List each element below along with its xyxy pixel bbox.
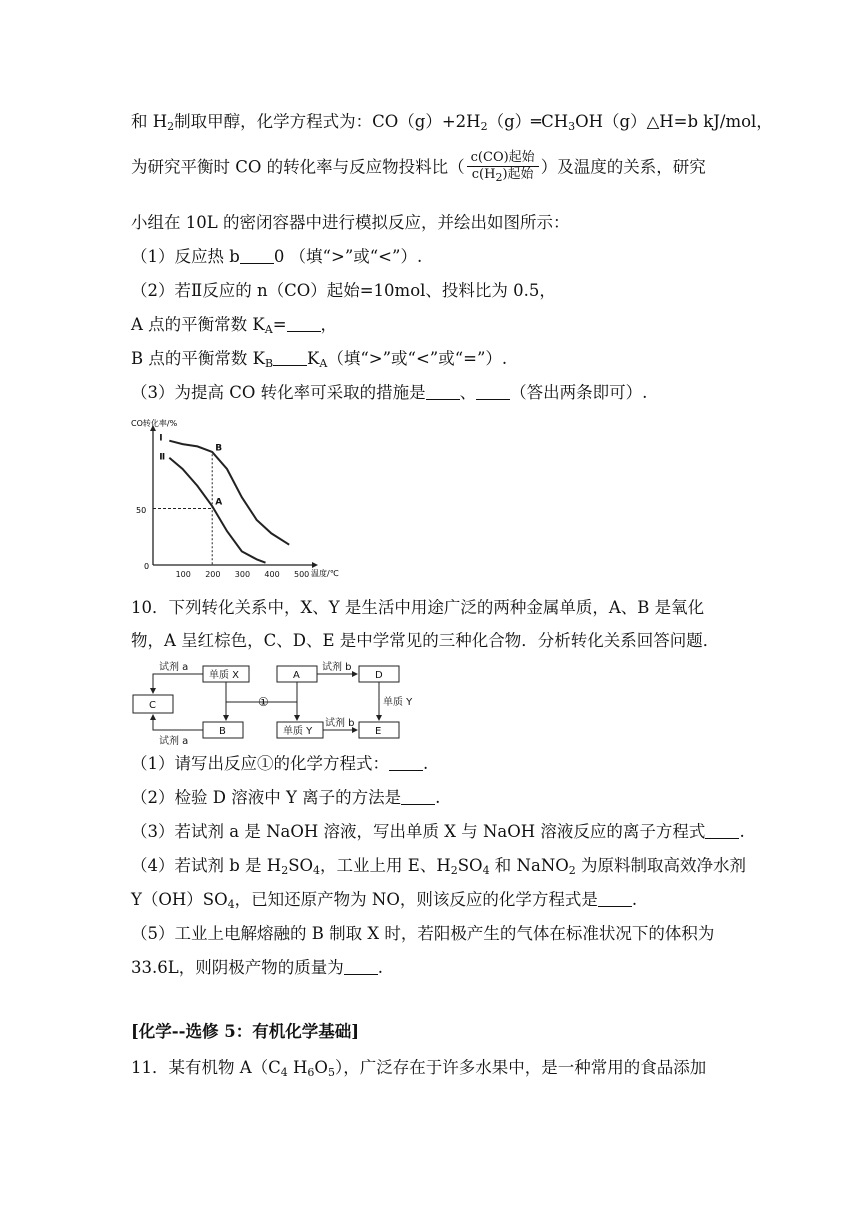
x-tick-label: 400 bbox=[264, 570, 280, 579]
x-tick-label: 200 bbox=[205, 570, 221, 579]
answer-blank[interactable] bbox=[401, 790, 435, 805]
transformation-diagram bbox=[131, 660, 421, 748]
reagent-b-top: 试剂 b bbox=[322, 662, 352, 673]
x-tick-label: 500 bbox=[294, 570, 310, 579]
answer-blank[interactable] bbox=[344, 960, 378, 975]
q10-part-4-line-2: $Y(OH)SO_4$，已知还原产物为 NO，则该反应的化学方程式是 . bbox=[131, 890, 638, 911]
reaction-1-label: ① bbox=[258, 695, 269, 709]
answer-blank[interactable] bbox=[598, 892, 632, 907]
q10-line-2: 物，A 呈红棕色，C、D、E 是中学常见的三种化合物．分析转化关系回答问题． bbox=[131, 631, 720, 650]
q10-part-3: （3）若试剂 a 是 NaOH 溶液，写出单质 X 与 NaOH 溶液反应的离子方程式 . bbox=[131, 822, 745, 841]
answer-blank[interactable] bbox=[287, 317, 321, 332]
y-tick-50: 50 bbox=[136, 506, 147, 515]
box-b-label: B bbox=[219, 726, 226, 737]
q9-line-7: B 点的平衡常数 $K_B$ $K_A$（填“>”或“<”或“=”）. bbox=[131, 349, 508, 370]
q10-line-1: 10．下列转化关系中，X、Y 是生活中用途广泛的两种金属单质，A、B 是氧化 bbox=[131, 598, 705, 617]
series-label-2: Ⅱ bbox=[159, 452, 166, 463]
answer-blank[interactable] bbox=[426, 385, 460, 400]
x-tick-label: 300 bbox=[234, 570, 251, 579]
box-a-label: A bbox=[293, 670, 300, 681]
feed-ratio-fraction: $\frac{\text{c(CO)起始}}{c(H_2)起始}$ bbox=[467, 150, 539, 186]
arrow-b-to-c bbox=[153, 715, 203, 730]
box-element-x-label: 单质 X bbox=[209, 670, 240, 681]
q10-part-4-line-1: （4）若试剂 b 是 $H_2SO_4$，工业上用 E、$H_2SO_4$ 和 NaNO$_2$ 为原料制取高效净水剂 bbox=[131, 856, 747, 877]
q9-line-1: 和 $H_2$制取甲醇，化学方程式为：$CO(g)+2H_2(g)═CH_3OH(g)\triangle H=b$ kJ/mol， bbox=[131, 112, 773, 133]
answer-blank[interactable] bbox=[705, 824, 739, 839]
answer-blank[interactable] bbox=[273, 351, 307, 366]
series-line-1 bbox=[169, 441, 289, 545]
q9-line-8: （3）为提高 CO 转化率可采取的措施是 、 （答出两条即可）. bbox=[131, 383, 648, 402]
q10-part-1: （1）请写出反应①的化学方程式： . bbox=[131, 754, 429, 773]
q9-line-4: （1）反应热 b 0 （填“>”或“<”）. bbox=[131, 247, 423, 266]
section-title: [化学--选修 5：有机化学基础] bbox=[131, 1022, 360, 1041]
series-label-1: Ⅰ bbox=[159, 433, 163, 444]
q9-line-2: 为研究平衡时 CO 的转化率与反应物投料比（ $\frac{\text{c(CO)起始}}{c(H_2)起始}$ ）及温度的关系，研究 bbox=[131, 150, 706, 184]
arrow-x-to-c bbox=[153, 674, 203, 693]
co-conversion-chart bbox=[128, 412, 339, 582]
q9-line-5: （2）若Ⅱ反应的 n（CO）起始=10mol、投料比为 0.5， bbox=[131, 281, 556, 300]
answer-blank[interactable] bbox=[240, 249, 274, 264]
origin-label: 0 bbox=[144, 562, 150, 571]
reagent-a-top: 试剂 a bbox=[159, 662, 189, 673]
box-c-label: C bbox=[149, 700, 156, 711]
q10-part-5-line-1: （5）工业上电解熔融的 B 制取 X 时，若阳极产生的气体在标准状况下的体积为 bbox=[131, 924, 715, 943]
box-d-label: D bbox=[375, 670, 383, 681]
q10-part-2: （2）检验 D 溶液中 Y 离子的方法是 . bbox=[131, 788, 441, 807]
point-label-a: A bbox=[215, 497, 223, 508]
answer-blank[interactable] bbox=[476, 385, 510, 400]
q10-part-5-line-2: 33.6L，则阴极产物的质量为 . bbox=[131, 958, 383, 977]
element-y-reagent-label: 单质 Y bbox=[383, 697, 413, 708]
x-tick-label: 100 bbox=[175, 570, 191, 579]
box-e-label: E bbox=[375, 726, 382, 737]
q9-line-3: 小组在 10L 的密闭容器中进行模拟反应，并绘出如图所示： bbox=[131, 213, 570, 232]
reagent-b-bottom: 试剂 b bbox=[325, 718, 355, 729]
x-axis-label: 温度/℃ bbox=[311, 569, 339, 578]
box-element-y-label: 单质 Y bbox=[283, 726, 313, 737]
reagent-a-bottom: 试剂 a bbox=[159, 736, 189, 747]
q11-line-1: 11．某有机物 $A(C_4$ $H_6O_5$），广泛存在于许多水果中，是一种常用的食品添加 bbox=[131, 1058, 707, 1079]
point-label-b: B bbox=[215, 443, 223, 454]
x-axis-arrow bbox=[312, 562, 318, 568]
y-axis-label: CO转化率/% bbox=[131, 419, 178, 428]
answer-blank[interactable] bbox=[389, 756, 423, 771]
q9-line-6: A 点的平衡常数 $K_A=$ ， bbox=[131, 315, 338, 336]
